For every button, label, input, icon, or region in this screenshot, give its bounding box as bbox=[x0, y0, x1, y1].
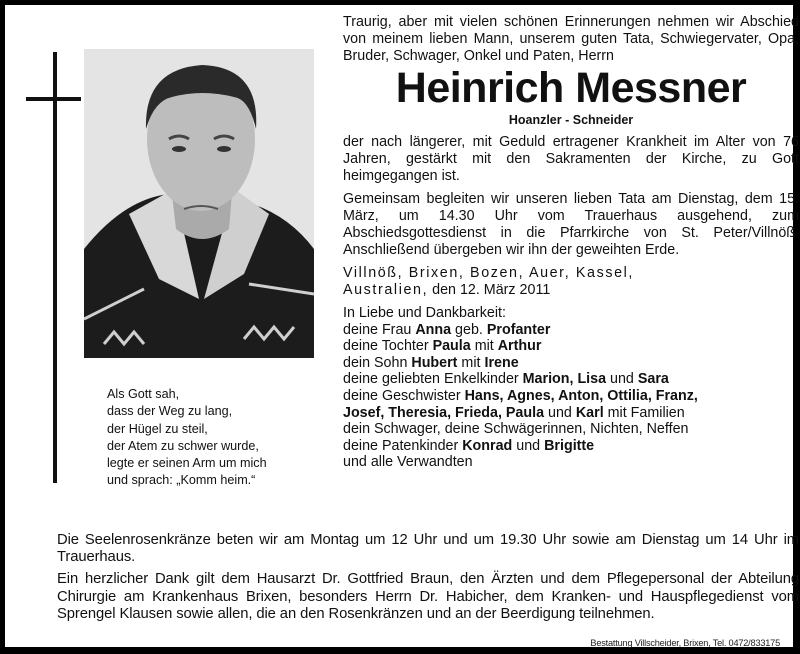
family-text: deine Frau bbox=[343, 321, 416, 338]
poem bbox=[107, 386, 267, 490]
portrait-photo bbox=[84, 49, 314, 358]
family-name: Konrad bbox=[462, 437, 513, 454]
family-line bbox=[343, 371, 799, 388]
places-and-date bbox=[343, 265, 799, 299]
places-line-2: Australien, bbox=[343, 282, 429, 298]
family-text: mit bbox=[470, 338, 498, 355]
family-name: Sara bbox=[637, 371, 669, 388]
family-text: und alle Verwandten bbox=[343, 454, 473, 471]
poem-line: legte er seinen Arm um mich bbox=[107, 456, 267, 471]
places-line: Villnöß, Brixen, Bozen, Auer, Kassel, bbox=[343, 265, 634, 281]
family-name: Hans, Agnes, Anton, Ottilia, Franz, bbox=[464, 387, 698, 404]
passing-text: der nach längerer, mit Geduld ertragener Krankheit im Alter von 76 Jahren, gestärkt mit den Sakramenten der Kirche, zu Gott heimgegangen ist. bbox=[343, 134, 799, 184]
family-name: Paula bbox=[432, 338, 471, 355]
family-name: Marion, Lisa bbox=[522, 371, 607, 388]
family-line bbox=[343, 338, 799, 355]
cross-icon bbox=[53, 52, 57, 483]
family-name: Irene bbox=[484, 354, 519, 371]
thanks-text: Ein herzlicher Dank gilt dem Hausarzt Dr. Gottfried Braun, den Ärzten und dem Pflegepersonal der Abteilung Chirurgie am Krankenhaus Brixen, besonders Herrn Dr. Habicher, dem Kranken- und Hauspflegedienst vom Sprengel Klausen sowie allen, die an den Rosenkränzen und an der Beerdigung teilnehmen. bbox=[57, 571, 799, 622]
intro-text: Traurig, aber mit vielen schönen Erinnerungen nehmen wir Abschied von meinem lieben Mann, unserem guten Tata, Schwiegervater, Opa, Bruder, Schwager, Onkel und Paten, Herrn bbox=[343, 14, 799, 64]
family-heading: In Liebe und Dankbarkeit: bbox=[343, 305, 506, 321]
undertaker-credit: Bestattung Villscheider, Brixen, Tel. 0472/833175 bbox=[590, 638, 780, 648]
rosary-text: Die Seelenrosenkränze beten wir am Montag um 12 Uhr und um 19.30 Uhr sowie am Dienstag um 14 Uhr im Trauerhaus. bbox=[57, 532, 799, 566]
family-text: und bbox=[512, 437, 545, 454]
poem-line: der Atem zu schwer wurde, bbox=[107, 438, 259, 453]
family-text: und bbox=[606, 371, 638, 388]
family-name: Profanter bbox=[486, 321, 551, 338]
family-line bbox=[343, 355, 799, 372]
family-line bbox=[343, 405, 799, 422]
family-text: deine Tochter bbox=[343, 338, 433, 355]
poem-line: der Hügel zu steil, bbox=[107, 421, 208, 436]
family-name: Anna bbox=[415, 321, 452, 338]
family-name: Brigitte bbox=[544, 437, 595, 454]
family-name: Hubert bbox=[411, 354, 458, 371]
family-name: Arthur bbox=[497, 338, 542, 355]
family-text: dein Schwager, deine Schwägerinnen, Nichten, Neffen bbox=[343, 421, 689, 438]
funeral-text: Gemeinsam begleiten wir unseren lieben Tata am Dienstag, dem 15. März, um 14.30 Uhr vom Trauerhaus ausgehend, zum Abschiedsgottesdienst in die Pfarrkirche von St. Peter/Villnöß. Anschließend übergeben wir ihn der geweihten Erde. bbox=[343, 191, 799, 258]
poem-line: dass der Weg zu lang, bbox=[107, 404, 233, 419]
family-text: deine geliebten Enkelkinder bbox=[343, 371, 523, 388]
family-line bbox=[343, 438, 799, 455]
family-text: deine Patenkinder bbox=[343, 437, 463, 454]
family-text: mit Familien bbox=[603, 404, 685, 421]
deceased-name: Heinrich Messner bbox=[395, 64, 747, 112]
family-text: deine Geschwister bbox=[343, 387, 465, 404]
family-line bbox=[343, 454, 799, 471]
main-text-column bbox=[343, 14, 799, 471]
family-line bbox=[343, 322, 799, 339]
family-name: Josef, Theresia, Frieda, Paula bbox=[343, 404, 545, 421]
family-text: dein Sohn bbox=[343, 354, 412, 371]
family-line bbox=[343, 421, 799, 438]
poem-line: und sprach: „Komm heim.“ bbox=[107, 473, 256, 488]
family-line bbox=[343, 388, 799, 405]
date: den 12. März 2011 bbox=[428, 282, 551, 298]
poem-line: Als Gott sah, bbox=[107, 387, 180, 401]
cross-icon-bar bbox=[26, 97, 81, 101]
obituary-card bbox=[5, 5, 799, 648]
deceased-nickname: Hoanzler - Schneider bbox=[508, 113, 634, 127]
family-text: mit bbox=[457, 354, 485, 371]
family-text: und bbox=[544, 404, 576, 421]
family-list bbox=[343, 305, 799, 471]
family-text: geb. bbox=[451, 321, 487, 338]
family-name: Karl bbox=[575, 404, 604, 421]
bottom-text bbox=[57, 532, 799, 623]
